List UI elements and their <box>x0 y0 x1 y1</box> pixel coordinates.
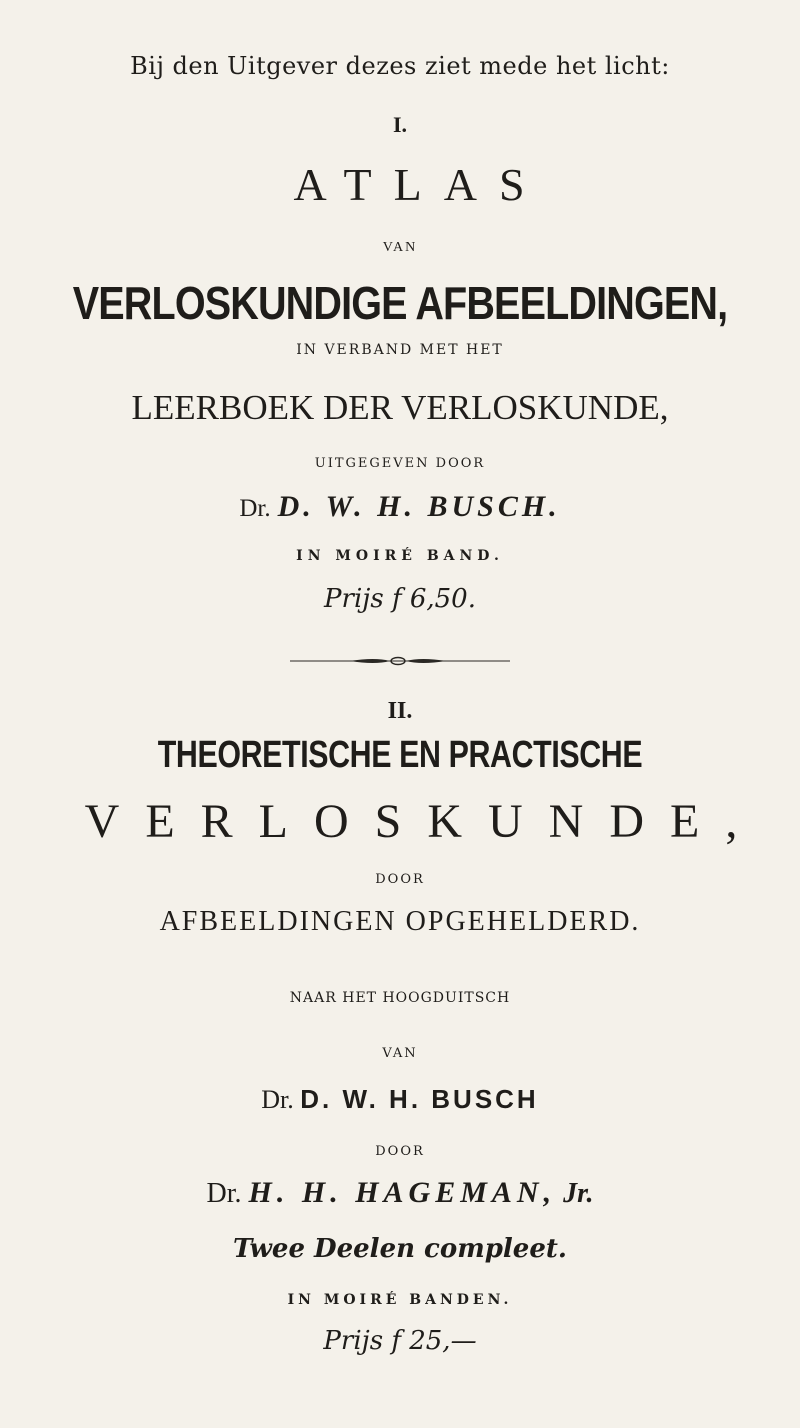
item-2-source: NAAR HET HOOGDUITSCH <box>289 990 511 1006</box>
item-2-price-value: f 25,— <box>391 1326 477 1356</box>
item-2-price <box>0 1326 800 1356</box>
item-1-author-prefix: Dr. <box>239 495 271 522</box>
item-2-author-prefix: Dr. <box>261 1085 294 1114</box>
item-2-subtitle: AFBEELDINGEN OPGEHELDERD. <box>159 906 641 937</box>
item-1-price-label: Prijs <box>324 584 384 614</box>
item-2-translator-prefix: Dr. <box>206 1178 242 1209</box>
item-2-translator-name: H. H. HAGEMAN, <box>248 1176 557 1209</box>
ornamental-divider <box>290 656 510 666</box>
item-1-book: LEERBOEK DER VERLOSKUNDE, <box>131 388 669 427</box>
item-1-binding: IN MOIRÉ BAND. <box>296 548 504 564</box>
item-1-subject: VERLOSKUNDIGE AFBEELDINGEN, <box>72 277 728 329</box>
item-2-volumes: Twee Deelen compleet. <box>233 1234 567 1264</box>
item-2-price-label: Prijs <box>323 1326 384 1356</box>
item-1-price <box>0 584 800 614</box>
item-1-price-value: f 6,50. <box>391 584 476 614</box>
item-1-van: VAN <box>382 240 418 255</box>
item-2-author-name: D. W. H. BUSCH <box>300 1084 539 1114</box>
item-2-van: VAN <box>382 1046 418 1061</box>
item-2-door: DOOR <box>375 872 425 887</box>
item-2-door-translator: DOOR <box>375 1144 425 1159</box>
item-2-number: II. <box>387 698 413 724</box>
item-2-translator <box>0 1176 800 1210</box>
item-1-number: I. <box>392 112 408 137</box>
item-1-author <box>0 490 800 524</box>
item-2-title-line1: THEORETISCHE EN PRACTISCHE <box>157 734 643 776</box>
item-2-translator-suffix: Jr. <box>563 1178 594 1209</box>
intro-text: Bij den Uitgever dezes ziet mede het licht: <box>130 52 670 80</box>
item-1-relation: IN VERBAND MET HET <box>296 342 504 358</box>
item-1-title: ATLAS <box>293 159 547 210</box>
item-1-author-name: D. W. H. BUSCH. <box>277 490 561 523</box>
item-1-published-by: UITGEGEVEN DOOR <box>314 456 486 471</box>
item-2-title-line2: VERLOSKUNDE, <box>84 795 764 848</box>
item-2-binding: IN MOIRÉ BANDEN. <box>287 1292 513 1308</box>
item-2-author <box>0 1084 800 1115</box>
